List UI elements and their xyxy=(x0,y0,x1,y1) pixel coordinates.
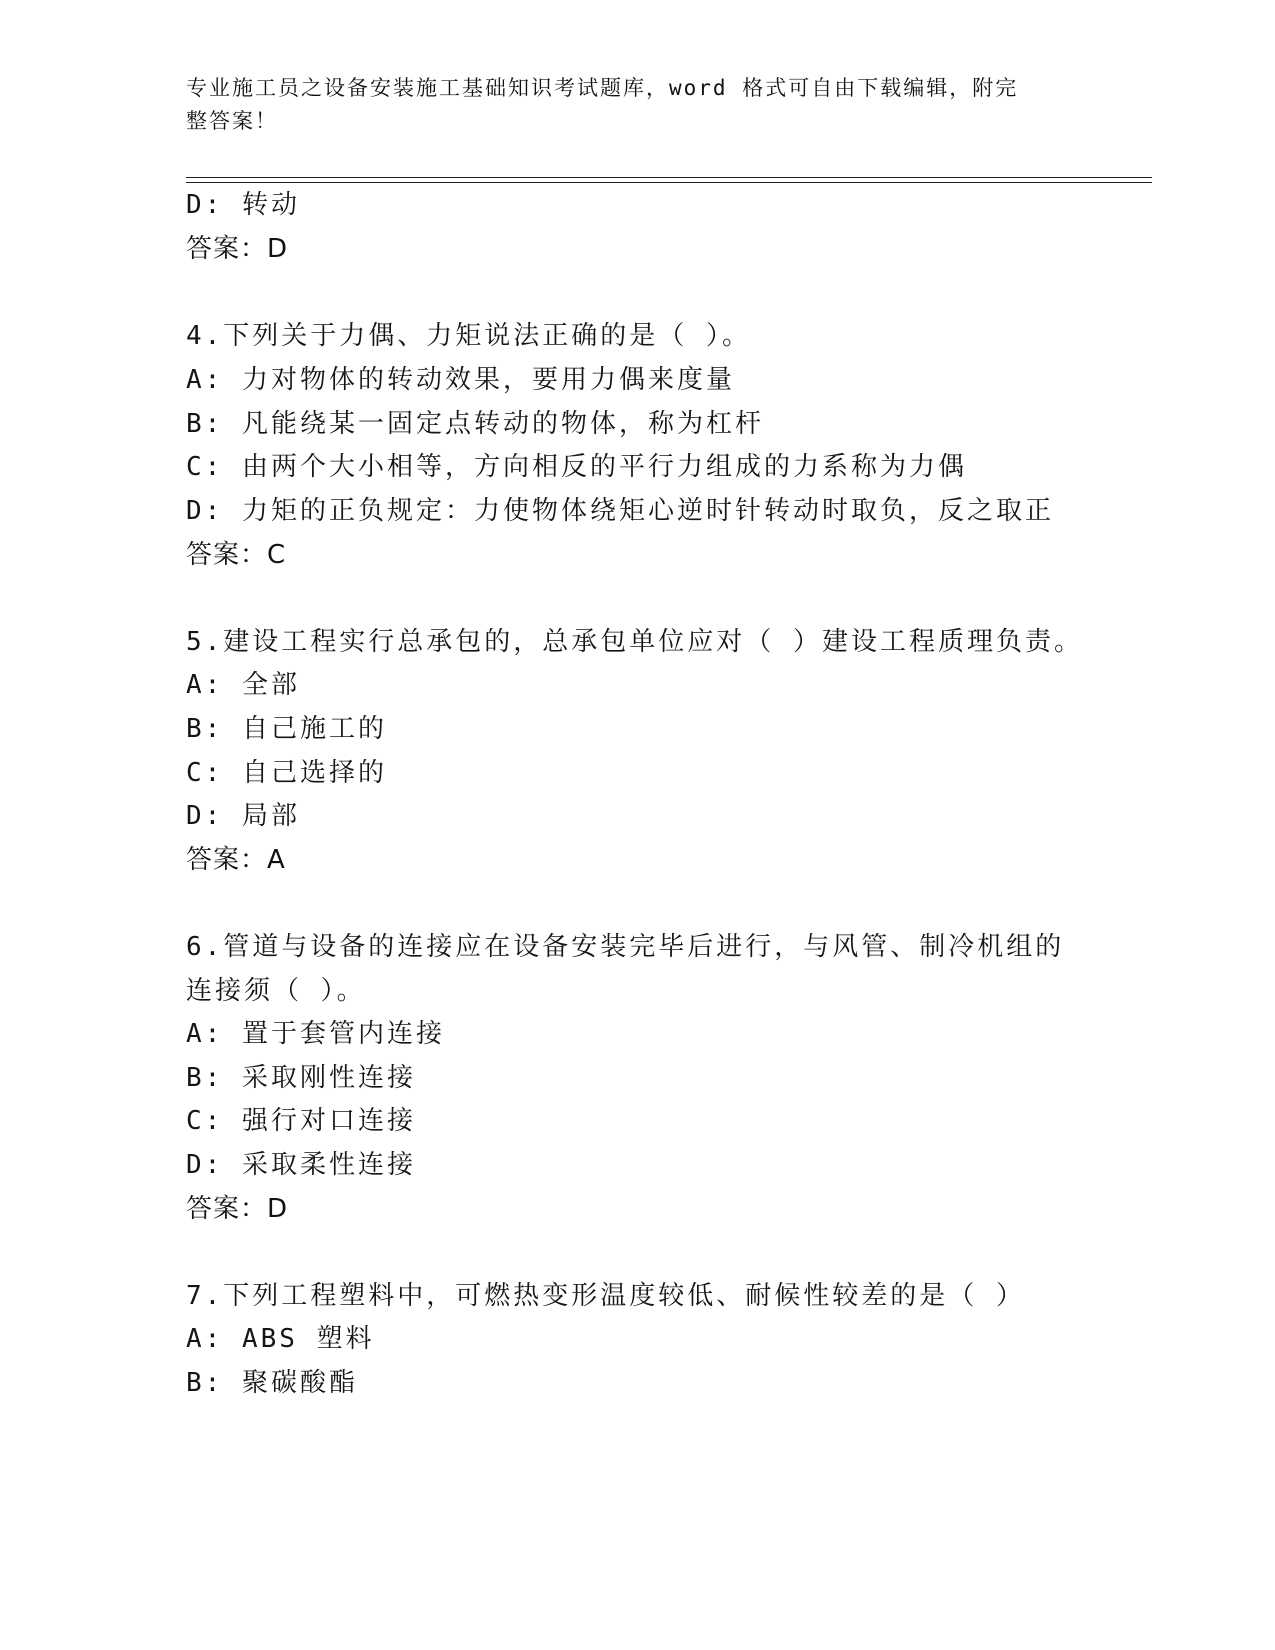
question-6-option-c: C: 强行对口连接 xyxy=(186,1106,416,1136)
question-4-option-a: A: 力对物体的转动效果，要用力偶来度量 xyxy=(186,365,735,395)
question-4-stem: 4.下列关于力偶、力矩说法正确的是（ ）。 xyxy=(186,321,751,351)
question-7-option-a: A: ABS 塑料 xyxy=(186,1324,375,1354)
header-divider-top xyxy=(186,177,1152,178)
question-7-stem: 7.下列工程塑料中，可燃热变形温度较低、耐候性较差的是（ ） xyxy=(186,1281,1025,1311)
question-7-option-b: B: 聚碳酸酯 xyxy=(186,1368,358,1398)
question-3-answer: 答案：D xyxy=(186,234,289,264)
question-4-option-c: C: 由两个大小相等，方向相反的平行力组成的力系称为力偶 xyxy=(186,452,967,482)
header-line-1: 专业施工员之设备安装施工基础知识考试题库，word 格式可自由下载编辑，附完 xyxy=(186,76,1019,100)
question-4-answer: 答案：C xyxy=(186,540,287,570)
question-4-option-d: D: 力矩的正负规定：力使物体绕矩心逆时针转动时取负，反之取正 xyxy=(186,496,1054,526)
question-6-option-d: D: 采取柔性连接 xyxy=(186,1150,416,1180)
question-5-answer: 答案：A xyxy=(186,845,286,875)
header-divider-bottom xyxy=(186,182,1152,183)
question-6-stem-line-2: 连接须（ ）。 xyxy=(186,976,366,1006)
header-line-2: 整答案！ xyxy=(186,109,278,133)
question-5-stem: 5.建设工程实行总承包的，总承包单位应对（ ）建设工程质理负责。 xyxy=(186,627,1083,657)
question-6-answer: 答案：D xyxy=(186,1194,289,1224)
question-5-option-c: C: 自己选择的 xyxy=(186,758,387,788)
question-3-option-d: D: 转动 xyxy=(186,190,300,220)
question-5-option-b: B: 自己施工的 xyxy=(186,714,387,744)
question-6-option-b: B: 采取刚性连接 xyxy=(186,1063,416,1093)
question-4-option-b: B: 凡能绕某一固定点转动的物体，称为杠杆 xyxy=(186,409,764,439)
question-6-stem-line-1: 6.管道与设备的连接应在设备安装完毕后进行，与风管、制冷机组的 xyxy=(186,932,1065,962)
question-5-option-a: A: 全部 xyxy=(186,670,300,700)
question-5-option-d: D: 局部 xyxy=(186,801,300,831)
document-header xyxy=(186,72,1066,138)
question-6-option-a: A: 置于套管内连接 xyxy=(186,1019,445,1049)
